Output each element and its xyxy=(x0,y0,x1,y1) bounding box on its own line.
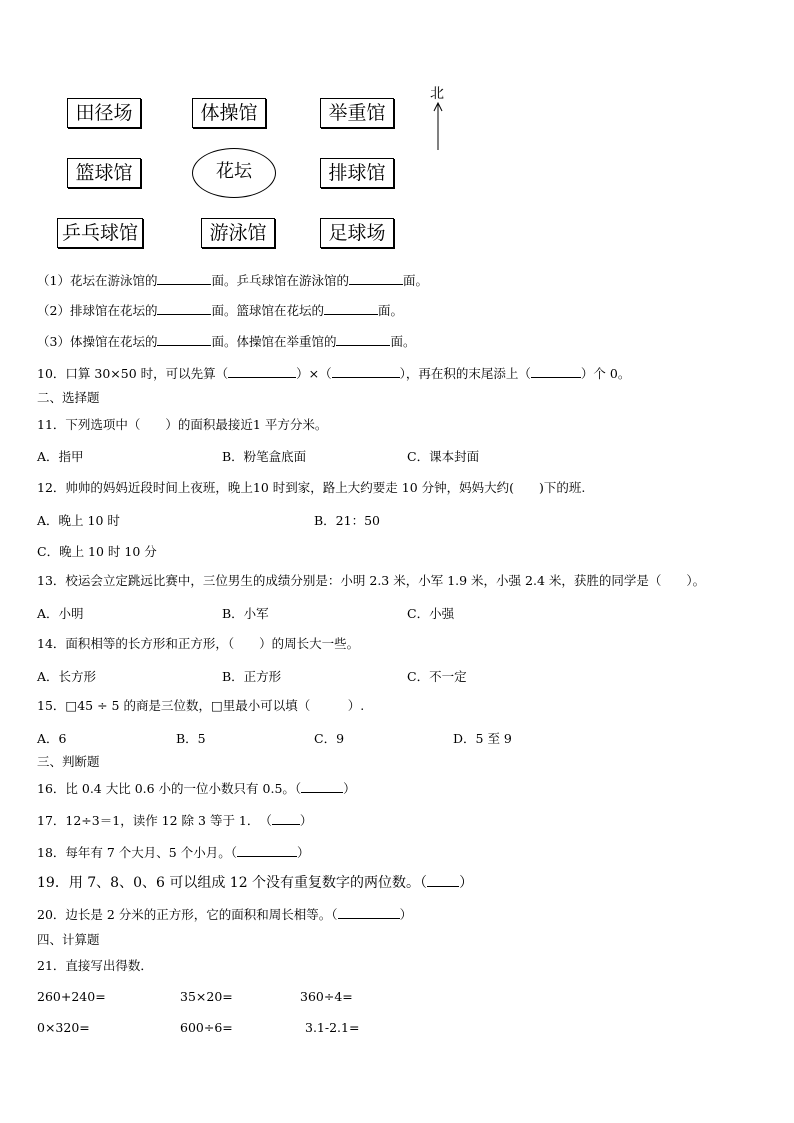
q11-option-b[interactable]: B．粉笔盒底面 xyxy=(222,449,307,464)
blank[interactable] xyxy=(332,365,400,378)
north-arrow-icon xyxy=(430,100,446,152)
blank[interactable] xyxy=(336,333,390,346)
blank[interactable] xyxy=(272,812,300,825)
q12-option-a[interactable]: A．晚上 10 时 xyxy=(37,513,120,528)
section-heading-judge: 三、判断题 xyxy=(37,754,100,769)
map-box-football-field: 足球场 xyxy=(320,218,394,248)
q14-option-c[interactable]: C．不一定 xyxy=(407,669,467,684)
q15-option-b[interactable]: B．5 xyxy=(176,731,206,746)
q11-option-a[interactable]: A．指甲 xyxy=(37,449,84,464)
q11-option-c[interactable]: C．课本封面 xyxy=(407,449,480,464)
blank[interactable] xyxy=(157,302,211,315)
calc-item: 0×320= xyxy=(37,1020,90,1035)
q12-option-c[interactable]: C．晚上 10 时 10 分 xyxy=(37,544,157,559)
blank[interactable] xyxy=(237,844,297,857)
q13-option-b[interactable]: B．小军 xyxy=(222,606,269,621)
map-box-basketball-hall: 篮球馆 xyxy=(67,158,141,188)
q14-option-b[interactable]: B．正方形 xyxy=(222,669,282,684)
blank[interactable] xyxy=(157,333,211,346)
map-box-gymnastics-hall: 体操馆 xyxy=(192,98,266,128)
map-box-volleyball-hall: 排球馆 xyxy=(320,158,394,188)
q15-option-a[interactable]: A．6 xyxy=(37,731,67,746)
section-heading-choice: 二、选择题 xyxy=(37,390,100,405)
q14-option-a[interactable]: A．长方形 xyxy=(37,669,97,684)
blank[interactable] xyxy=(324,302,378,315)
map-box-pingpong-hall: 乒乓球馆 xyxy=(57,218,143,248)
question-15-stem: 15．□45 ÷ 5 的商是三位数，□里最小可以填（ ）. xyxy=(37,698,365,713)
question-13-stem: 13．校运会立定跳远比赛中，三位男生的成绩分别是：小明 2.3 米，小军 1.9 米，小强 2.4 米，获胜的同学是（ ）。 xyxy=(37,573,706,588)
calc-item: 260+240= xyxy=(37,989,106,1004)
q9-sub3: （3）体操馆在花坛的 面。体操馆在举重馆的 面。 xyxy=(37,334,416,349)
map-box-track-field: 田径场 xyxy=(67,98,141,128)
blank[interactable] xyxy=(157,272,211,285)
map-box-swimming-hall: 游泳馆 xyxy=(201,218,275,248)
q13-option-a[interactable]: A．小明 xyxy=(37,606,84,621)
calc-item: 35×20= xyxy=(180,989,233,1004)
blank[interactable] xyxy=(349,272,403,285)
blank[interactable] xyxy=(531,365,581,378)
map-center-flowerbed: 花坛 xyxy=(192,148,276,198)
question-21-stem: 21．直接写出得数． xyxy=(37,958,153,973)
q9-sub2: （2）排球馆在花坛的 面。篮球馆在花坛的 面。 xyxy=(37,303,403,318)
q15-option-d[interactable]: D．5 至 9 xyxy=(453,731,512,746)
question-11-stem: 11．下列选项中（ ）的面积最接近1 平方分米。 xyxy=(37,417,328,432)
question-12-stem: 12．帅帅的妈妈近段时间上夜班，晚上10 时到家，路上大约要走 10 分钟，妈妈大约( )下的班. xyxy=(37,480,586,495)
north-label: 北 xyxy=(430,86,444,102)
question-20: 20．边长是 2 分米的正方形，它的面积和周长相等。（ ） xyxy=(37,907,413,922)
blank[interactable] xyxy=(228,365,296,378)
calc-item: 3.1-2.1= xyxy=(305,1020,360,1035)
calc-item: 600÷6= xyxy=(180,1020,233,1035)
q9-sub1: （1）花坛在游泳馆的 面。乒乓球馆在游泳馆的 面。 xyxy=(37,273,428,288)
question-14-stem: 14．面积相等的长方形和正方形，（ ）的周长大一些。 xyxy=(37,636,360,651)
blank[interactable] xyxy=(427,874,459,887)
q13-option-c[interactable]: C．小强 xyxy=(407,606,455,621)
question-17: 17．12÷3＝1，读作 12 除 3 等于 1． （ ） xyxy=(37,813,313,828)
question-16: 16．比 0.4 大比 0.6 小的一位小数只有 0.5。（ ） xyxy=(37,781,356,796)
blank[interactable] xyxy=(338,906,400,919)
question-18: 18．每年有 7 个大月、5 个小月。（ ） xyxy=(37,845,310,860)
question-10: 10．口算 30×50 时，可以先算（ ）×（ ），再在积的末尾添上（ ）个 0。 xyxy=(37,366,631,381)
question-19: 19．用 7、8、0、6 可以组成 12 个没有重复数字的两位数。（ ） xyxy=(37,875,474,891)
q15-option-c[interactable]: C．9 xyxy=(314,731,345,746)
calc-item: 360÷4= xyxy=(300,989,353,1004)
section-heading-calc: 四、计算题 xyxy=(37,932,100,947)
map-box-weightlifting-hall: 举重馆 xyxy=(320,98,394,128)
q12-option-b[interactable]: B．21：50 xyxy=(314,513,380,528)
blank[interactable] xyxy=(301,780,343,793)
